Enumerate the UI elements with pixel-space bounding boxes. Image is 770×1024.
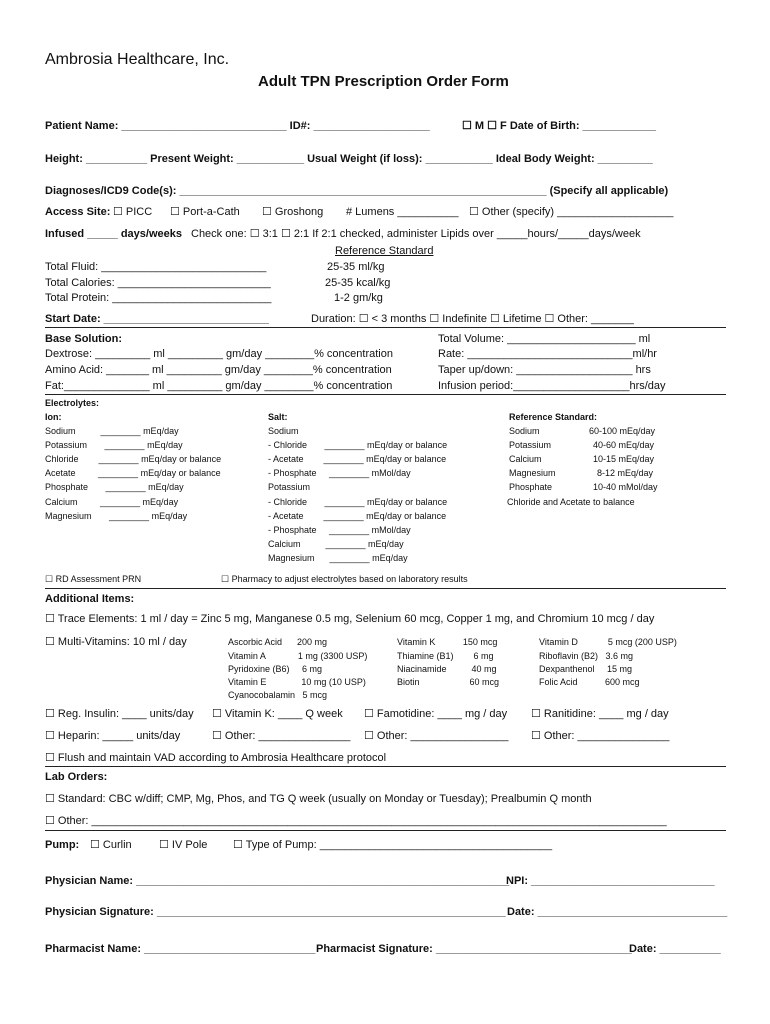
salt-potassium-chloride[interactable]: - Chloride ________ mEq/day or balance	[268, 497, 448, 507]
salt-sodium-chloride[interactable]: - Chloride ________ mEq/day or balance	[268, 440, 448, 450]
ref-name: Phosphate	[509, 482, 553, 492]
dextrose-field[interactable]: Dextrose: _________ ml _________ gm/day ________% concentration	[45, 348, 393, 360]
access-groshong-checkbox[interactable]: ☐ Groshong	[262, 206, 324, 218]
salt-sodium: Sodium	[268, 426, 299, 436]
flush-vad-checkbox[interactable]: ☐ Flush and maintain VAD according to Ambrosia Healthcare protocol	[45, 752, 387, 764]
ranitidine-checkbox[interactable]: ☐ Ranitidine: ____ mg / day	[531, 708, 669, 720]
reg-insulin-checkbox[interactable]: ☐ Reg. Insulin: ____ units/day	[45, 708, 194, 720]
rd-assessment-checkbox[interactable]: ☐ RD Assessment PRN	[45, 574, 142, 584]
pharmacist-signature-field[interactable]: Pharmacist Signature: ________________________________	[316, 943, 632, 955]
divider	[45, 588, 726, 589]
ion-potassium[interactable]: Potassium ________ mEq/day	[45, 440, 183, 450]
divider	[45, 327, 726, 328]
physician-name-field[interactable]: Physician Name: _____________________________________________________________	[45, 875, 510, 887]
access-site-label: Access Site:	[45, 206, 111, 218]
npi-field[interactable]: NPI: ______________________________	[506, 875, 715, 887]
form-title: Adult TPN Prescription Order Form	[258, 73, 509, 90]
lab-other-checkbox[interactable]: ☐ Other: ______________________________________________________________________________________________	[45, 815, 667, 827]
other-checkbox-2[interactable]: ☐ Other: ________________	[364, 730, 509, 742]
total-volume-field[interactable]: Total Volume: _____________________ ml	[438, 333, 651, 345]
divider	[45, 830, 726, 831]
vitamin-item: Vitamin K 150 mcg	[397, 637, 498, 647]
ion-chloride[interactable]: Chloride ________ mEq/day or balance	[45, 454, 222, 464]
ion-phosphate[interactable]: Phosphate ________ mEq/day	[45, 482, 184, 492]
ref-name: Magnesium	[509, 468, 556, 478]
vitamin-k-checkbox[interactable]: ☐ Vitamin K: ____ Q week	[212, 708, 343, 720]
total-protein-ref: 1-2 gm/kg	[334, 292, 383, 304]
access-other-checkbox[interactable]: ☐ Other (specify) ___________________	[469, 206, 674, 218]
vitamin-item: Pyridoxine (B6) 6 mg	[228, 664, 323, 674]
total-calories-field[interactable]: Total Calories: _________________________	[45, 277, 271, 289]
ref-value: 10-40 mMol/day	[593, 482, 658, 492]
salt-header: Salt:	[268, 412, 288, 422]
duration-field[interactable]: Duration: ☐ < 3 months ☐ Indefinite ☐ Lifetime ☐ Other: _______	[311, 313, 634, 325]
vitamin-item: Vitamin A 1 mg (3300 USP)	[228, 651, 368, 661]
reference-standard-header: Reference Standard	[335, 245, 434, 257]
infusion-period-field[interactable]: Infusion period:___________________hrs/day	[438, 380, 666, 392]
pump-type-checkbox[interactable]: ☐ Type of Pump: ______________________________________	[233, 839, 553, 851]
physician-date-field[interactable]: Date: _______________________________	[507, 906, 728, 918]
vitamin-item: Cyanocobalamin 5 mcg	[228, 690, 328, 700]
ion-magnesium[interactable]: Magnesium ________ mEq/day	[45, 511, 188, 521]
pharmacist-date-field[interactable]: Date: __________	[629, 943, 721, 955]
ref-value: 8-12 mEq/day	[597, 468, 654, 478]
vitamin-item: Riboflavin (B2) 3.6 mg	[539, 651, 634, 661]
total-protein-field[interactable]: Total Protein: __________________________	[45, 292, 272, 304]
famotidine-checkbox[interactable]: ☐ Famotidine: ____ mg / day	[364, 708, 508, 720]
pump-label: Pump:	[45, 839, 80, 851]
ion-header: Ion:	[45, 412, 62, 422]
vitamin-item: Biotin 60 mcg	[397, 677, 500, 687]
electrolytes-label: Electrolytes:	[45, 398, 100, 408]
lumens-field[interactable]: # Lumens __________	[346, 206, 459, 218]
lab-standard-checkbox[interactable]: ☐ Standard: CBC w/diff; CMP, Mg, Phos, and TG Q week (usually on Monday or Tuesday); Prealbumin Q month	[45, 793, 592, 805]
access-port-checkbox[interactable]: ☐ Port-a-Cath	[170, 206, 240, 218]
physician-signature-field[interactable]: Physician Signature: _________________________________________________________	[45, 906, 506, 918]
ref-name: Sodium	[509, 426, 540, 436]
company-name: Ambrosia Healthcare, Inc.	[45, 51, 230, 68]
ratio-check-field[interactable]: Check one: ☐ 3:1 ☐ 2:1 If 2:1 checked, administer Lipids over _____hours/_____days/week	[191, 228, 641, 240]
ref-value: 60-100 mEq/day	[589, 426, 656, 436]
salt-potassium-acetate[interactable]: - Acetate ________ mEq/day or balance	[268, 511, 447, 521]
additional-items-label: Additional Items:	[45, 593, 135, 605]
sex-dob-field[interactable]: ☐ M ☐ F Date of Birth: ____________	[462, 120, 656, 132]
infused-field[interactable]: Infused _____ days/weeks	[45, 228, 182, 240]
ion-acetate[interactable]: Acetate ________ mEq/day or balance	[45, 468, 221, 478]
vitamin-item: Vitamin D 5 mcg (200 USP)	[539, 637, 677, 647]
pharmacy-adjust-checkbox[interactable]: ☐ Pharmacy to adjust electrolytes based on laboratory results	[221, 574, 468, 584]
height-weight-field[interactable]: Height: __________ Present Weight: ___________ Usual Weight (if loss): ___________ Ideal Body Weight: _________	[45, 153, 653, 165]
ref-note: Chloride and Acetate to balance	[507, 497, 635, 507]
diagnoses-field[interactable]: Diagnoses/ICD9 Code(s): ____________________________________________________________ (Specify all applicable)	[45, 185, 669, 197]
ref-value: 10-15 mEq/day	[593, 454, 655, 464]
vitamin-item: Vitamin E 10 mg (10 USP)	[228, 677, 366, 687]
pump-iv-pole-checkbox[interactable]: ☐ IV Pole	[159, 839, 208, 851]
divider	[45, 394, 726, 395]
pump-curlin-checkbox[interactable]: ☐ Curlin	[90, 839, 132, 851]
ref-name: Potassium	[509, 440, 552, 450]
total-fluid-field[interactable]: Total Fluid: ___________________________	[45, 261, 267, 273]
pharmacist-name-field[interactable]: Pharmacist Name: ____________________________	[45, 943, 316, 955]
lab-orders-label: Lab Orders:	[45, 771, 108, 783]
vitamin-item: Folic Acid 600 mcg	[539, 677, 640, 687]
electrolyte-reference-header: Reference Standard:	[509, 412, 598, 422]
amino-acid-field[interactable]: Amino Acid: _______ ml _________ gm/day ________% concentration	[45, 364, 392, 376]
ref-value: 40-60 mEq/day	[593, 440, 655, 450]
divider	[45, 766, 726, 767]
vitamin-item: Niacinamide 40 mg	[397, 664, 497, 674]
heparin-checkbox[interactable]: ☐ Heparin: _____ units/day	[45, 730, 181, 742]
salt-sodium-acetate[interactable]: - Acetate ________ mEq/day or balance	[268, 454, 447, 464]
salt-potassium: Potassium	[268, 482, 311, 492]
ion-calcium[interactable]: Calcium ________ mEq/day	[45, 497, 179, 507]
other-checkbox-3[interactable]: ☐ Other: _______________	[531, 730, 670, 742]
vitamin-item: Ascorbic Acid 200 mg	[228, 637, 328, 647]
base-solution-label: Base Solution:	[45, 333, 123, 345]
ion-sodium[interactable]: Sodium ________ mEq/day	[45, 426, 179, 436]
fat-field[interactable]: Fat:______________ ml _________ gm/day ________% concentration	[45, 380, 393, 392]
other-checkbox-1[interactable]: ☐ Other: _______________	[212, 730, 351, 742]
patient-name-id-field[interactable]: Patient Name: ___________________________ ID#: ___________________	[45, 120, 430, 132]
salt-sodium-phosphate[interactable]: - Phosphate ________ mMol/day	[268, 468, 411, 478]
salt-potassium-phosphate[interactable]: - Phosphate ________ mMol/day	[268, 525, 411, 535]
taper-field[interactable]: Taper up/down: ___________________ hrs	[438, 364, 651, 376]
access-picc-checkbox[interactable]: ☐ PICC	[113, 206, 153, 218]
salt-magnesium[interactable]: Magnesium ________ mEq/day	[268, 553, 408, 563]
trace-elements-checkbox[interactable]: ☐ Trace Elements: 1 ml / day = Zinc 5 mg, Manganese 0.5 mg, Selenium 60 mcg, Copper 1 mg, and Chromium 10 mcg / day	[45, 613, 655, 625]
vitamin-item: Dexpanthenol 15 mg	[539, 664, 633, 674]
salt-calcium[interactable]: Calcium ________ mEq/day	[268, 539, 404, 549]
rate-field[interactable]: Rate: ___________________________ml/hr	[438, 348, 657, 360]
multi-vitamins-checkbox[interactable]: ☐ Multi-Vitamins: 10 ml / day	[45, 636, 187, 648]
start-date-field[interactable]: Start Date: ___________________________	[45, 313, 269, 325]
total-fluid-ref: 25-35 ml/kg	[327, 261, 385, 273]
total-calories-ref: 25-35 kcal/kg	[325, 277, 391, 289]
ref-name: Calcium	[509, 454, 542, 464]
vitamin-item: Thiamine (B1) 6 mg	[397, 651, 494, 661]
